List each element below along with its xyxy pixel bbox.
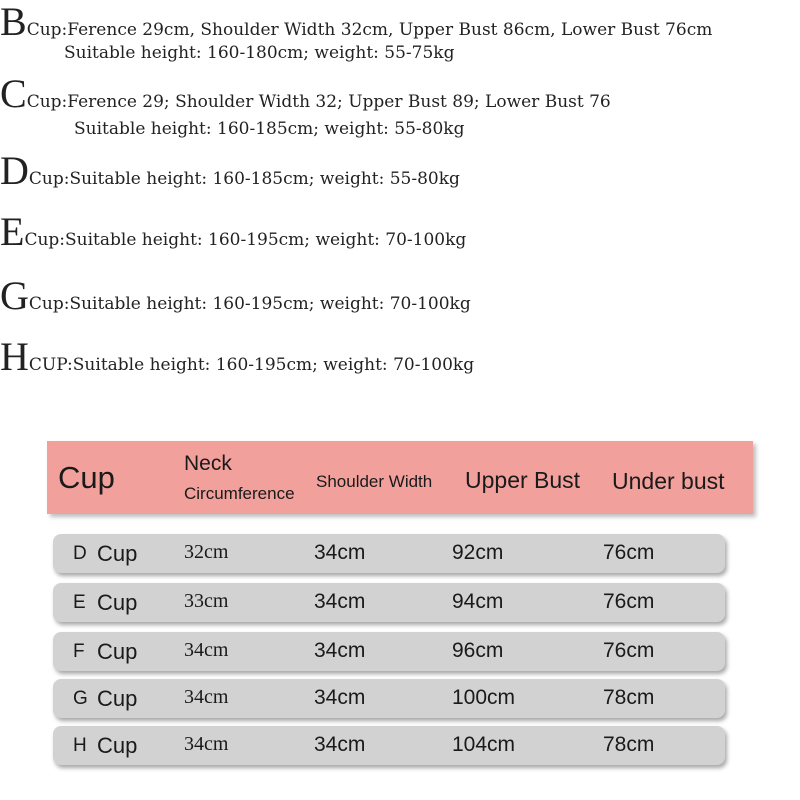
- table-row: [53, 583, 725, 622]
- spec-text: Cup:Suitable height: 160-195cm; weight: 70-100kg: [24, 230, 467, 250]
- row-neck: 32cm: [184, 541, 229, 563]
- spec-letter: D: [0, 148, 29, 193]
- row-under-bust: 78cm: [603, 686, 655, 709]
- table-row: [53, 632, 725, 671]
- spec-text: CUP:Suitable height: 160-195cm; weight: 70-100kg: [28, 355, 475, 375]
- row-upper-bust: 94cm: [452, 590, 504, 613]
- row-cup-letter: G: [73, 688, 88, 709]
- spec-letter: B: [0, 0, 27, 44]
- row-neck: 34cm: [184, 686, 229, 708]
- spec-line-b: [0, 2, 712, 42]
- spec-line-g: [0, 273, 471, 318]
- row-under-bust: 78cm: [603, 733, 655, 756]
- spec-letter: G: [0, 273, 29, 318]
- spec-text: Cup:Ference 29; Shoulder Width 32; Upper Bust 89; Lower Bust 76: [26, 92, 611, 112]
- spec-line-b-sub: Suitable height: 160-180cm; weight: 55-75kg: [64, 43, 455, 63]
- spec-letter: C: [0, 71, 27, 116]
- spec-letter: E: [0, 209, 25, 254]
- row-cup-letter: E: [73, 592, 86, 613]
- spec-line-e: [0, 209, 467, 254]
- row-cup-label: Cup: [97, 639, 138, 664]
- row-cup-label: Cup: [97, 541, 138, 566]
- row-shoulder: 34cm: [314, 686, 366, 709]
- header-shoulder: Shoulder Width: [316, 472, 433, 491]
- row-under-bust: 76cm: [603, 541, 655, 564]
- header-neck-line1: Neck: [184, 452, 232, 475]
- size-table-header: [47, 441, 753, 514]
- row-shoulder: 34cm: [314, 733, 366, 756]
- spec-text: Cup:Ference 29cm, Shoulder Width 32cm, Upper Bust 86cm, Lower Bust 76cm: [26, 20, 713, 40]
- table-row: [53, 534, 725, 573]
- table-row: [53, 679, 725, 718]
- row-neck: 34cm: [184, 639, 229, 661]
- header-upper-bust: Upper Bust: [465, 467, 581, 493]
- row-cup-label: Cup: [97, 590, 138, 615]
- row-cup-letter: F: [73, 641, 85, 662]
- row-cup-label: Cup: [97, 733, 138, 758]
- spec-line-h: [0, 334, 475, 379]
- row-neck: 33cm: [184, 590, 229, 612]
- row-cup-letter: H: [73, 735, 87, 756]
- spec-line-c: [0, 71, 611, 116]
- header-under-bust: Under bust: [612, 468, 725, 494]
- header-neck-line2: Circumference: [184, 484, 295, 503]
- spec-line-d: [0, 148, 460, 193]
- row-upper-bust: 92cm: [452, 541, 504, 564]
- spec-line-c-sub: Suitable height: 160-185cm; weight: 55-80kg: [74, 119, 465, 139]
- row-upper-bust: 96cm: [452, 639, 504, 662]
- row-upper-bust: 100cm: [452, 686, 516, 709]
- spec-letter: H: [0, 334, 29, 379]
- table-row: [53, 726, 725, 765]
- row-shoulder: 34cm: [314, 639, 366, 662]
- spec-text: Cup:Suitable height: 160-195cm; weight: 70-100kg: [28, 294, 471, 314]
- row-shoulder: 34cm: [314, 541, 366, 564]
- row-upper-bust: 104cm: [452, 733, 516, 756]
- row-neck: 34cm: [184, 733, 229, 755]
- row-cup-letter: D: [73, 543, 87, 564]
- row-cup-label: Cup: [97, 686, 138, 711]
- header-cup: Cup: [58, 460, 115, 495]
- row-under-bust: 76cm: [603, 590, 655, 613]
- row-under-bust: 76cm: [603, 639, 655, 662]
- row-shoulder: 34cm: [314, 590, 366, 613]
- spec-text: Cup:Suitable height: 160-185cm; weight: 55-80kg: [28, 169, 460, 189]
